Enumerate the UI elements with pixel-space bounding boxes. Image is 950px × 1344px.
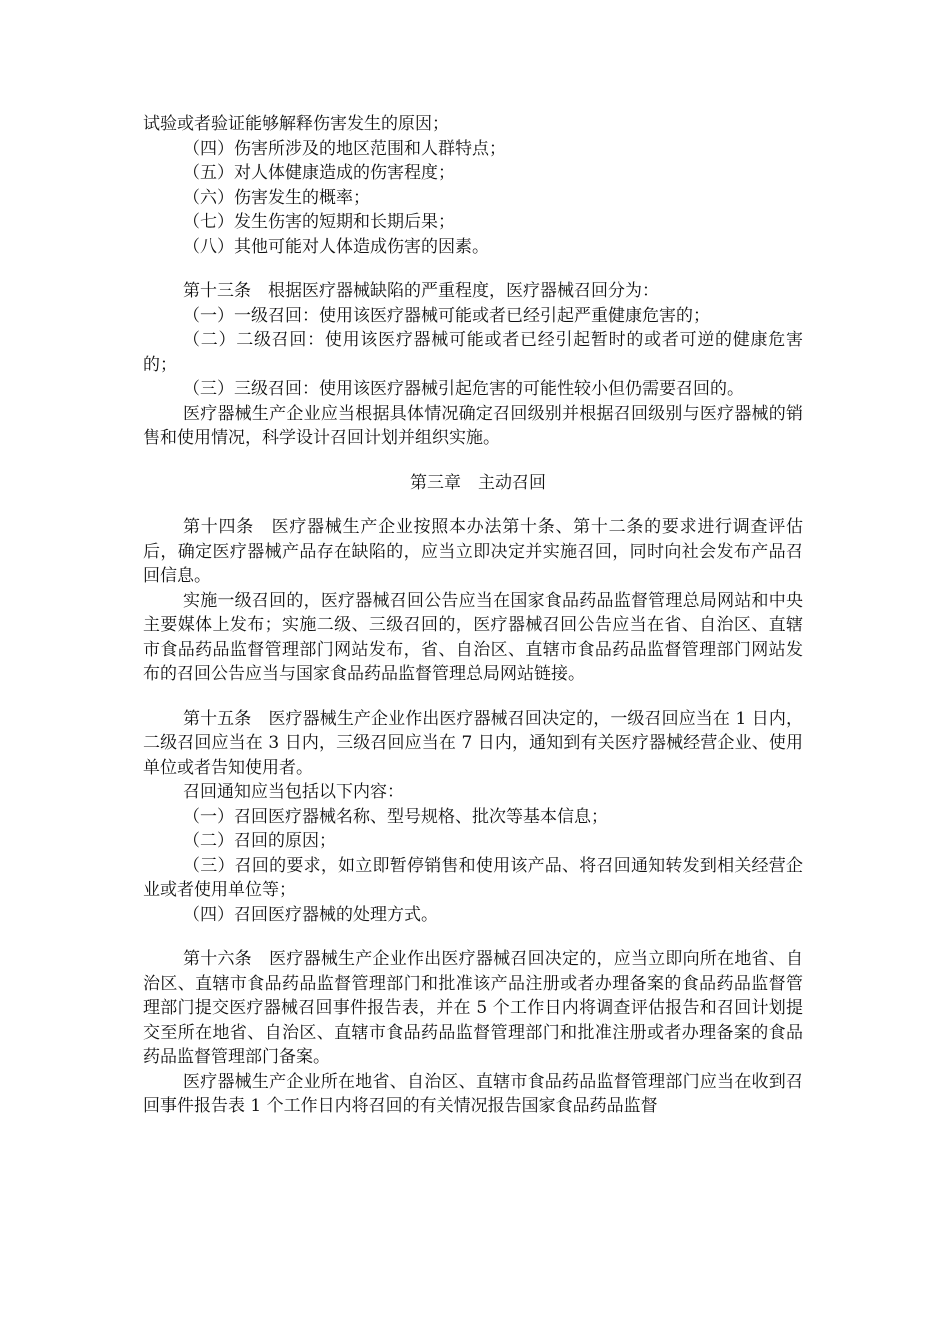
article-14-paragraph: 实施一级召回的，医疗器械召回公告应当在国家食品药品监督管理总局网站和中央主要媒体上发布；实施二级、三级召回的，医疗器械召回公告应当在省、自治区、直辖市食品药品监督管理部门网站发布，省、自治区、直辖市食品药品监督管理部门网站发布的召回公告应当与国家食品药品监督管理总局网站链接。: [143, 590, 803, 684]
list-item-5: （五）对人体健康造成的伤害程度；: [183, 163, 455, 183]
article-16: 第十六条 医疗器械生产企业作出医疗器械召回决定的，应当立即向所在地省、自治区、直辖市食品药品监督管理部门和批准该产品注册或者办理备案的食品药品监督管理部门提交医疗器械召回事件报告表，并在 5 个工作日内将调查评估报告和召回计划提交至所在地省、自治区、直辖市食品药品监督管理部门和批准注册或者办理备案的食品药品监督管理部门备案。: [143, 949, 803, 1067]
article-13-item-2: （二）二级召回：使用该医疗器械可能或者已经引起暂时的或者可逆的健康危害的；: [143, 330, 803, 375]
chapter-title: 第三章 主动召回: [410, 472, 546, 493]
article-15-item-4: （四）召回医疗器械的处理方式。: [183, 904, 438, 925]
paragraph-continuation: 试验或者验证能够解释伤害发生的原因；: [143, 114, 449, 134]
list-item-8: （八）其他可能对人体造成伤害的因素。: [183, 236, 489, 257]
article-16-paragraph: 医疗器械生产企业所在地省、自治区、直辖市食品药品监督管理部门应当在收到召回事件报告表 1 个工作日内将召回的有关情况报告国家食品药品监督: [143, 1071, 803, 1116]
spacer: [143, 687, 803, 707]
article-13-item-3: （三）三级召回：使用该医疗器械引起危害的可能性较小但仍需要召回的。: [183, 379, 744, 399]
article-14: 第十四条 医疗器械生产企业按照本办法第十条、第十二条的要求进行调查评估后，确定医疗器械产品存在缺陷的，应当立即决定并实施召回，同时向社会发布产品召回信息。: [143, 517, 803, 586]
article-13-heading: 第十三条 根据医疗器械缺陷的严重程度，医疗器械召回分为：: [183, 281, 659, 301]
article-15-paragraph: 召回通知应当包括以下内容：: [183, 782, 404, 802]
spacer: [143, 451, 803, 471]
spacer: [143, 495, 803, 515]
spacer: [143, 927, 803, 947]
article-13-item-1: （一）一级召回：使用该医疗器械可能或者已经引起严重健康危害的；: [183, 305, 710, 326]
spacer: [143, 259, 803, 279]
list-item-7: （七）发生伤害的短期和长期后果；: [183, 212, 455, 232]
article-15: 第十五条 医疗器械生产企业作出医疗器械召回决定的，一级召回应当在 1 日内，二级召回应当在 3 日内，三级召回应当在 7 日内，通知到有关医疗器械经营企业、使用单位或者告知使用者。: [143, 708, 803, 778]
article-15-item-1: （一）召回医疗器械名称、型号规格、批次等基本信息；: [183, 806, 608, 827]
list-item-4: （四）伤害所涉及的地区范围和人群特点；: [183, 138, 506, 159]
article-15-item-2: （二）召回的原因；: [183, 831, 336, 851]
document-page: [143, 112, 803, 1119]
article-15-item-3: （三）召回的要求，如立即暂停销售和使用该产品、将召回通知转发到相关经营企业或者使用单位等；: [143, 855, 803, 900]
list-item-6: （六）伤害发生的概率；: [183, 187, 370, 208]
article-13-paragraph: 医疗器械生产企业应当根据具体情况确定召回级别并根据召回级别与医疗器械的销售和使用情况，科学设计召回计划并组织实施。: [143, 403, 803, 448]
